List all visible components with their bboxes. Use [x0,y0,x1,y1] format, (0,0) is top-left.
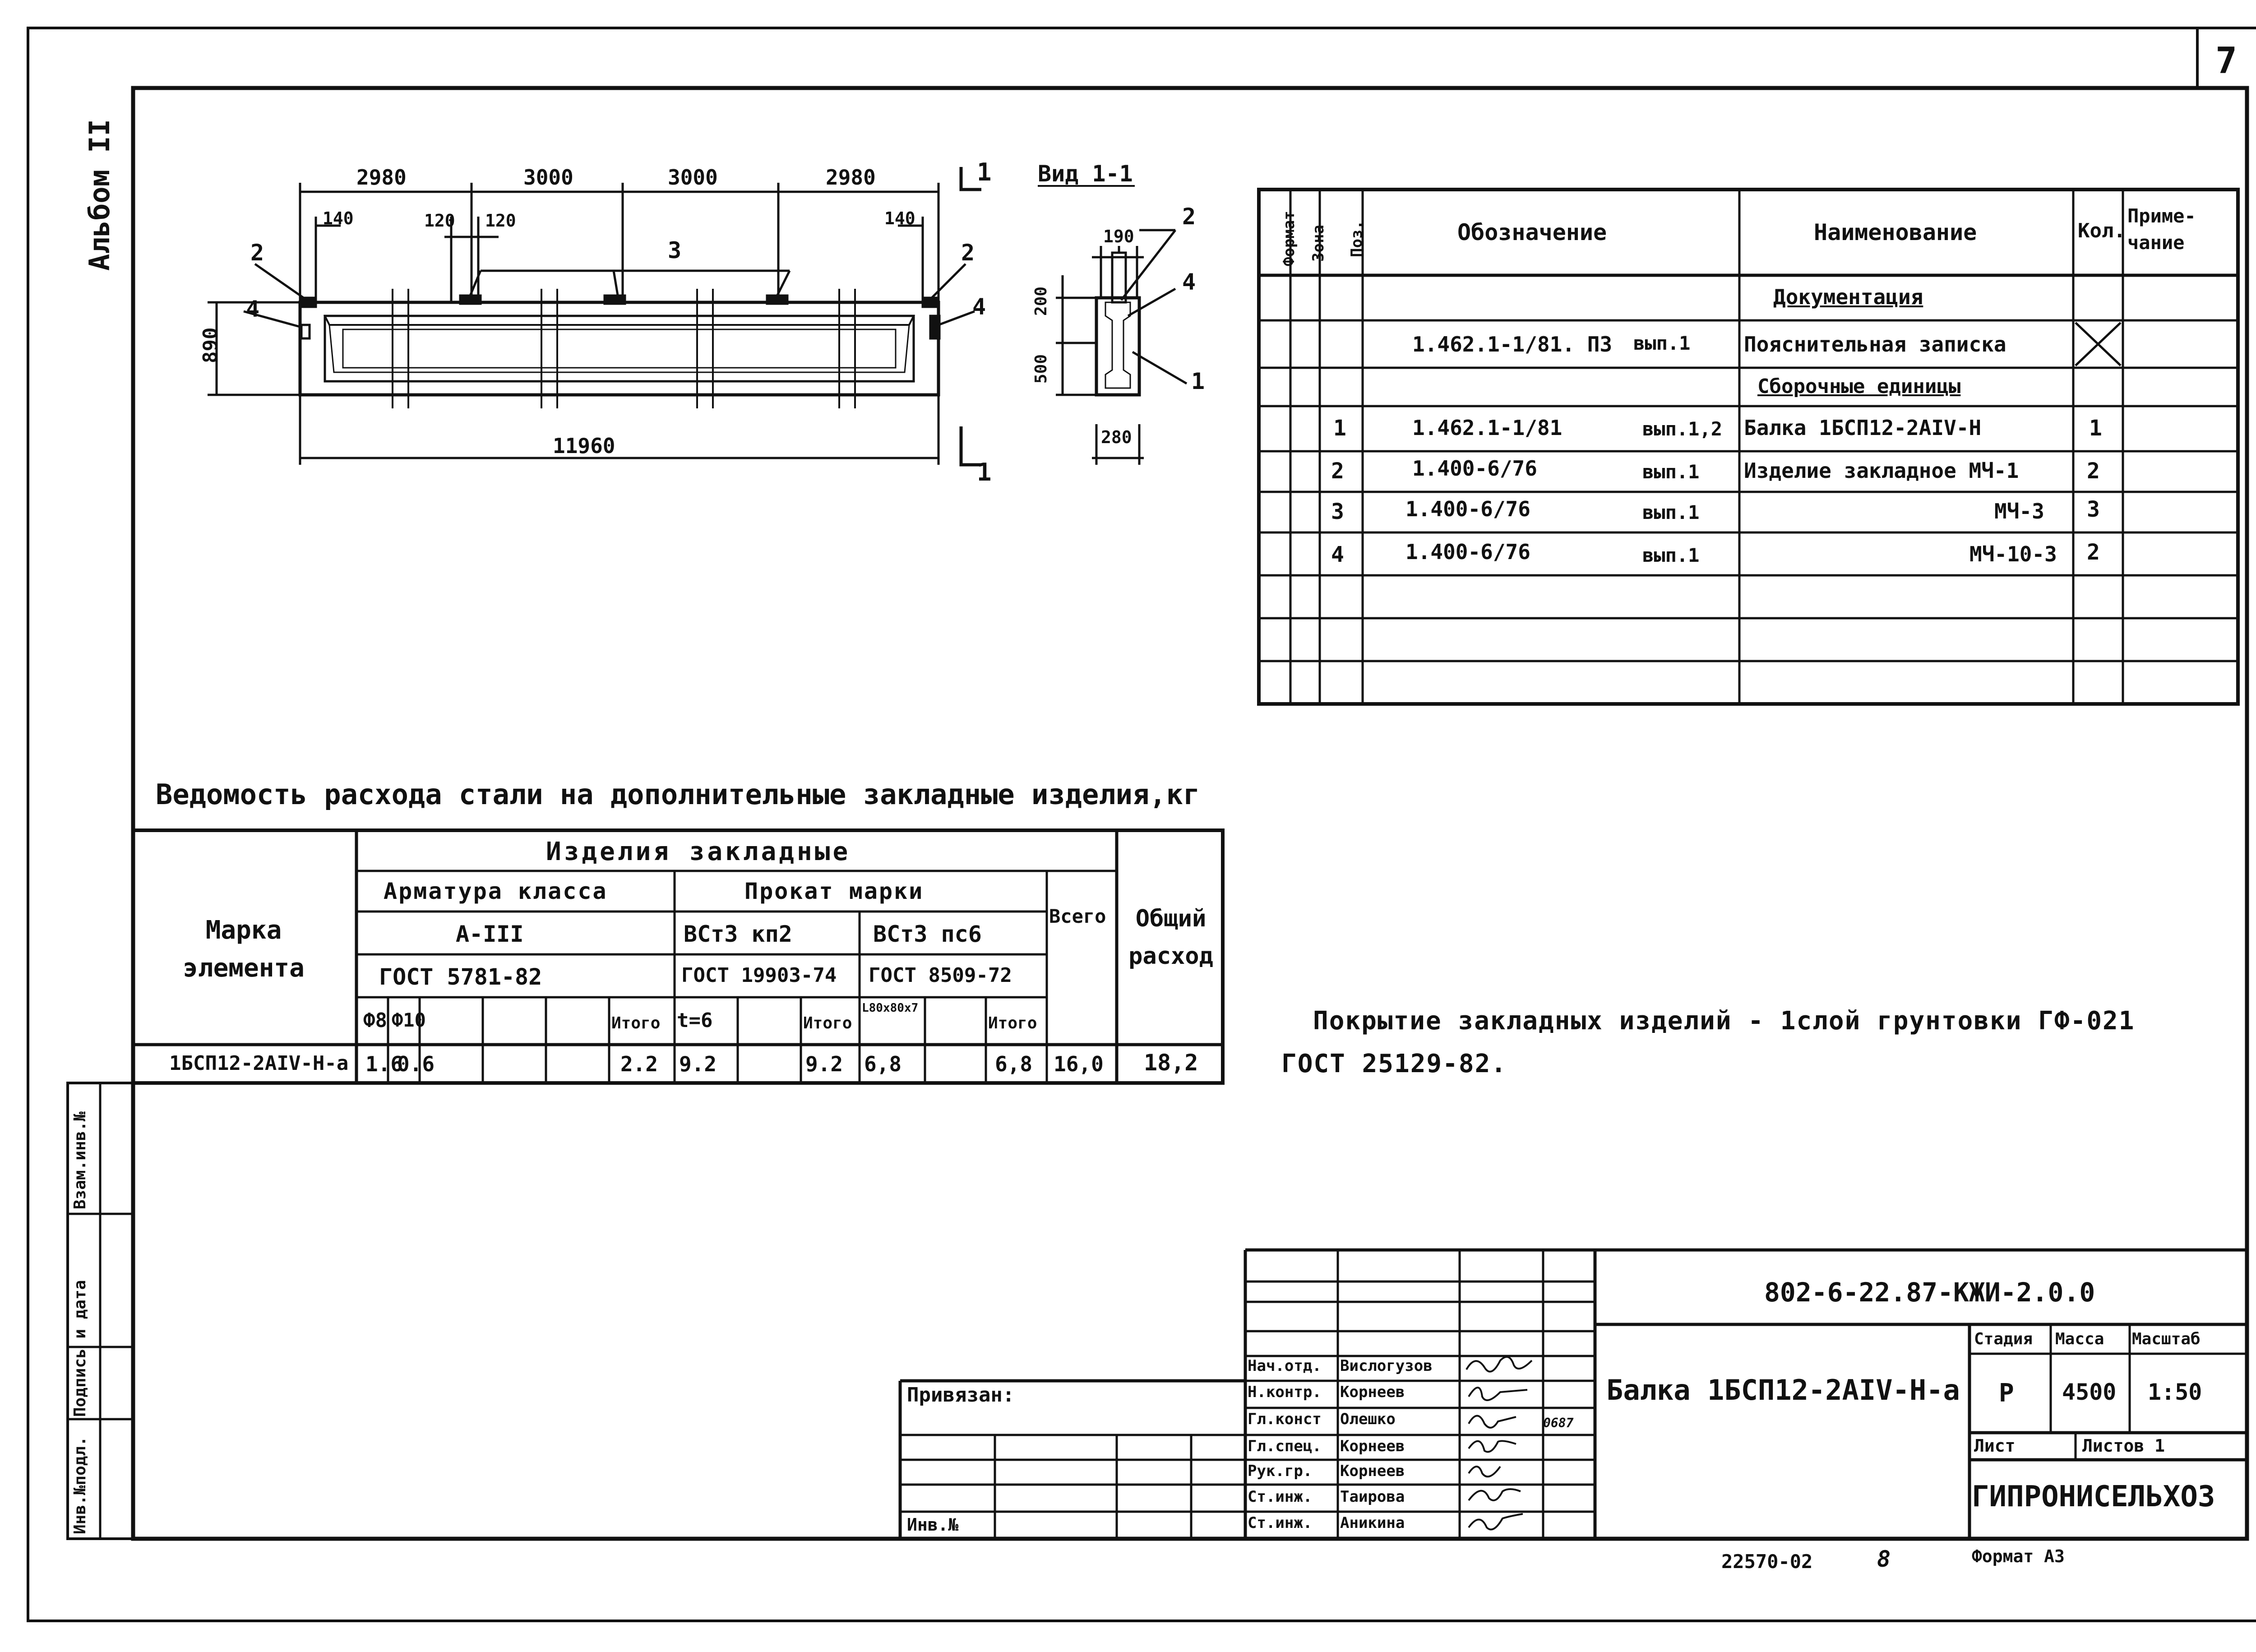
steel-cell: 9.2 [805,1052,843,1076]
mass-value: 4500 [2062,1379,2117,1405]
steel-cell: 18,2 [1144,1050,1198,1076]
spec-row-name: Изделие закладное МЧ-1 [1744,458,2019,483]
steel-armature-header: Арматура класса [384,878,608,904]
section-callout-2: 2 [1182,204,1196,230]
spec-row-vyp: вып.1 [1642,461,1700,483]
section-dim-190: 190 [1103,227,1134,246]
person-name: Олешко [1340,1410,1396,1428]
spec-header-format: Формат [1280,211,1298,266]
steel-subcol: Итого [803,1014,852,1032]
spec-row-name: МЧ-10-3 [1969,542,2057,566]
steel-armature-class: А-III [456,921,524,947]
inner-frame [133,88,2247,1539]
privyazan-label: Привязан: [907,1384,1015,1407]
stage-header: Стадия [1974,1330,2033,1348]
spec-table-grid [1259,190,2238,704]
steel-table-title: Ведомость расхода стали на дополнительные закладные изделия,кг [156,778,1200,811]
steel-row-mark: 1БСП12-2АIV-Н-а [169,1052,349,1075]
role: Н.контр. [1248,1383,1322,1401]
spec-row-vyp: вып.1 [1642,501,1700,523]
spec-header-designation: Обозначение [1457,219,1607,245]
signatures [1462,1351,1548,1539]
scale-header: Масштаб [2132,1330,2201,1348]
spec-header-qty: Кол. [2078,219,2126,242]
spec-row-vyp: вып.1,2 [1642,418,1723,440]
steel-cell: 6,8 [864,1052,902,1076]
spec-header-zone: Зона [1309,225,1327,262]
spec-row-designation: 1.400-6/76 [1405,497,1530,521]
spec-row-designation: 1.462.1-1/81 [1412,416,1563,440]
callout-2-right: 2 [961,240,975,266]
role: Гл.конст [1248,1410,1322,1428]
person-name: Таирова [1340,1488,1405,1506]
coating-note-line-2: ГОСТ 25129-82. [1281,1049,1507,1078]
steel-prokat2: ВСт3 пс6 [873,921,982,947]
dim-top-2: 3000 [523,165,573,190]
scale-value: 1:50 [2148,1379,2202,1405]
person-name: Корнеев [1340,1462,1405,1480]
side-stamp-inv: Инв.№подл. [71,1436,89,1534]
drawing-title: Балка 1БСП12-2АIV-Н-а [1606,1374,1960,1407]
mass-header: Масса [2055,1330,2104,1348]
spec-row-vyp: вып.1 [1642,544,1700,566]
steel-subcol: Итого [988,1014,1037,1032]
callout-4-right: 4 [972,294,986,320]
steel-prokat1: ВСт3 кп2 [684,921,792,947]
dim-top-1: 2980 [356,165,407,190]
steel-group-header: Изделия закладные [546,837,851,866]
role: Ст.инж. [1248,1514,1313,1532]
steel-cell: 16,0 [1054,1052,1104,1076]
steel-prokat2-gost: ГОСТ 8509-72 [869,964,1012,987]
document-code: 802-6-22.87-КЖИ-2.0.0 [1764,1277,2095,1308]
sheets-label: Листов 1 [2082,1436,2165,1456]
callout-2-left: 2 [250,240,264,266]
section-dim-280: 280 [1101,427,1132,447]
spec-section-docs: Документация [1773,285,1923,309]
spec-row-name: МЧ-3 [1994,499,2044,523]
steel-cell: 0.6 [397,1052,435,1076]
role: Гл.спец. [1248,1437,1322,1455]
callout-4-left: 4 [246,296,260,322]
section-title: Вид 1-1 [1038,161,1133,187]
date-note: 0687 [1543,1416,1574,1430]
album-label: Альбом II [83,119,116,271]
dim-top-3: 3000 [668,165,718,190]
spec-row-name: Балка 1БСП12-2АIV-Н [1744,416,1982,440]
steel-armature-gost: ГОСТ 5781-82 [379,964,542,990]
spec-row-qty: 2 [2087,458,2100,484]
bottom-page: 8 [1877,1546,1891,1572]
inv-label: Инв.№ [907,1515,959,1535]
spec-row-name: Пояснительная записка [1744,332,2006,356]
dim-small-2: 120 [424,211,455,231]
section-callout-4: 4 [1182,269,1196,295]
section-mark-bottom: 1 [977,458,992,486]
coating-note-line-1: Покрытие закладных изделий - 1слой грунтовки ГФ-021 [1313,1006,2135,1036]
spec-header-pos: Поз. [1348,220,1366,257]
steel-subcol: Ф10 [392,1009,426,1031]
role: Рук.гр. [1248,1462,1313,1480]
spec-row-pos: 2 [1331,458,1344,484]
spec-header-name: Наименование [1814,219,1977,245]
spec-row-pos: 3 [1331,499,1344,524]
callout-3: 3 [668,237,682,264]
person-name: Корнеев [1340,1383,1405,1401]
spec-header-note: Приме-чание [2127,205,2196,254]
spec-section-assemblies: Сборочные единицы [1757,375,1961,398]
dim-top-4: 2980 [826,165,876,190]
steel-cell: 2.2 [620,1052,658,1076]
steel-cell: 9.2 [679,1052,717,1076]
spec-row-pos: 1 [1333,416,1346,441]
dim-small-4: 140 [884,208,915,228]
steel-prokat-header: Прокат марки [744,878,924,904]
side-stamp-replace: Взам.инв.№ [71,1111,89,1209]
spec-row-qty: 3 [2087,497,2100,522]
side-stamp-sign: Подпись и дата [71,1280,89,1417]
spec-row-designation: 1.462.1-1/81. ПЗ [1412,332,1613,356]
person-name: Аникина [1340,1514,1405,1532]
section-dim-200: 200 [1032,286,1050,316]
steel-vsego-header: Всего [1049,905,1106,927]
format-label: Формат А3 [1972,1546,2065,1566]
section-callout-1: 1 [1191,368,1205,394]
dim-small-1: 140 [323,208,354,228]
sheet-label: Лист [1974,1436,2016,1456]
bottom-number: 22570-02 [1721,1550,1813,1573]
steel-subcol: Итого [611,1014,661,1032]
spec-row-pos: 4 [1331,542,1344,567]
sheet-number: 7 [2215,40,2238,82]
spec-row-qty: 2 [2087,540,2100,565]
spec-row-qty: 1 [2089,416,2102,441]
organization: ГИПРОНИСЕЛЬХОЗ [1972,1480,2215,1513]
steel-subcol: t=6 [677,1009,713,1032]
role: Нач.отд. [1248,1357,1322,1375]
steel-total-header: Общий расход [1128,905,1213,970]
stage-value: Р [1999,1379,2014,1408]
spec-row-designation: 1.400-6/76 [1405,540,1530,564]
dim-small-3: 120 [485,211,516,231]
steel-prokat1-gost: ГОСТ 19903-74 [681,964,837,987]
steel-subcol: Ф8 [363,1009,387,1032]
person-name: Корнеев [1340,1437,1405,1455]
spec-row-vyp: вып.1 [1633,332,1691,354]
dim-height: 890 [199,327,222,363]
spec-row-designation: 1.400-6/76 [1412,456,1537,481]
section-dim-500: 500 [1032,354,1050,384]
dim-length: 11960 [553,434,615,458]
steel-subcol: L80x80x7 [862,1001,919,1015]
role: Ст.инж. [1248,1488,1313,1506]
steel-mark-header: Марка элемента [183,916,305,983]
steel-cell: 1.6 [365,1052,403,1076]
section-mark-top: 1 [977,158,992,186]
steel-cell: 6,8 [995,1052,1033,1076]
person-name: Вислогузов [1340,1357,1433,1375]
